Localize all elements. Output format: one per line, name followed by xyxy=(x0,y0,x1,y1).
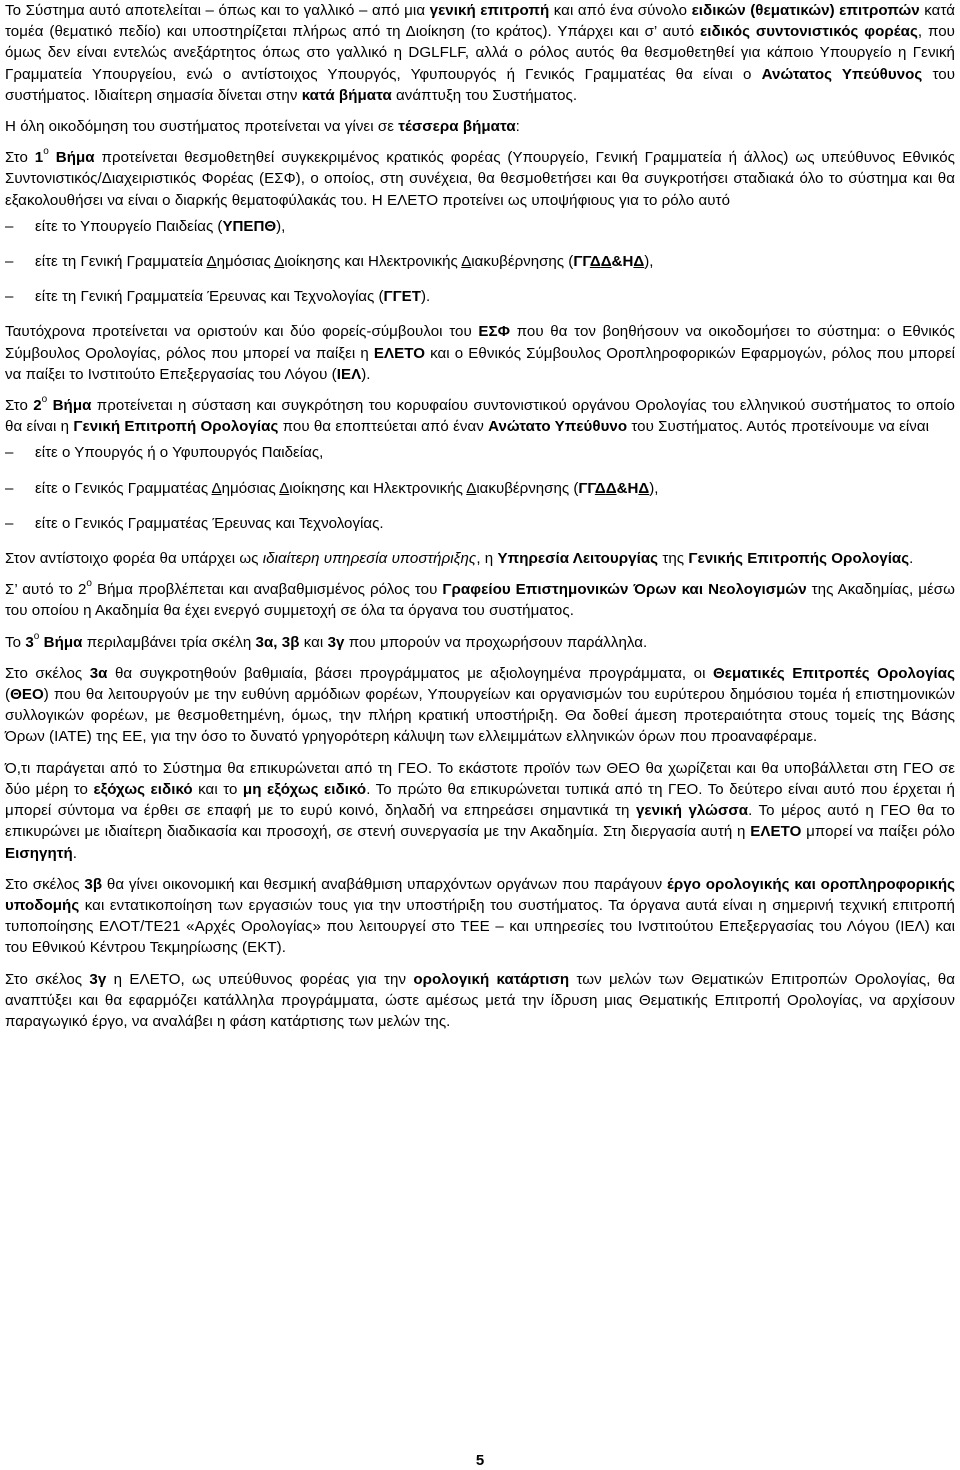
text-run: Σ’ αυτό το 2 xyxy=(5,581,87,599)
text-run: 3 xyxy=(25,633,34,651)
text-run: Στο xyxy=(5,397,34,415)
text-run: 3γ xyxy=(89,970,107,988)
text-run: ιοίκησης και Ηλεκτρονικής xyxy=(284,253,462,271)
text-run: ειδικός συντονιστικός φορέας xyxy=(700,23,918,41)
text-run: ΓΓΕΤ xyxy=(383,288,421,306)
dash-bullet-icon: – xyxy=(5,288,14,306)
text-run: Ταυτόχρονα προτείνεται να οριστούν και δύο φορείς-σύμβουλοι του xyxy=(5,323,479,341)
text-run: ιακυβέρνησης ( xyxy=(476,479,579,497)
paragraph-four-steps xyxy=(5,116,955,137)
text-run: ), xyxy=(276,217,286,235)
text-run: : xyxy=(515,118,520,136)
text-run: γενική γλώσσα xyxy=(635,802,749,820)
list-item-text xyxy=(35,216,955,237)
text-run: Η όλη οικοδόμηση του συστήματος προτείνεται να γίνει σε xyxy=(5,118,399,136)
text-run: Θεματικές Επιτροπές Ορολογίας xyxy=(712,664,955,682)
dash-bullet-icon: – xyxy=(5,514,14,532)
text-run: η ΕΛΕΤΟ, ως υπεύθυνος φορέας για την xyxy=(106,970,414,988)
dash-bullet-icon: – xyxy=(5,253,14,271)
text-run: έργο ορολογικής και οροπληροφορικής υποδομής xyxy=(5,875,955,914)
text-run: ΕΣΦ xyxy=(478,323,511,341)
text-run: 1 xyxy=(34,149,44,167)
text-run: είτε τη Γενική Γραμματεία Έρευνας και Τεχνολογίας ( xyxy=(35,288,384,306)
text-run: Ό,τι παράγεται από το Σύστημα θα επικυρώνεται από τη ΓΕΟ. Το εκάστοτε προϊόν των ΘΕΟ θα χωρίζεται και θα υποβάλλεται στη ΓΕΟ σε δύο μέρη το xyxy=(5,759,955,798)
text-run: κατά τομέα (θεματικό πεδίο) και υποστηρίζεται πλήρως από τη Διοίκηση (το κράτος). Υπάρχει και σ’ αυτό xyxy=(5,2,956,41)
text-run: γενική επιτροπή xyxy=(429,2,550,19)
text-run: Στο σκέλος xyxy=(5,875,85,893)
text-run: 3β xyxy=(84,875,103,893)
text-run: Δ xyxy=(466,479,477,497)
text-run: ανάπτυξη του Συστήματος. xyxy=(391,86,578,104)
text-run: ο xyxy=(86,578,93,590)
document-body xyxy=(5,0,955,1042)
list-item-text xyxy=(35,442,955,463)
text-run: Υπηρεσία Λειτουργίας xyxy=(497,550,659,568)
text-run: Βήμα προβλέπεται και αναβαθμισμένος ρόλος του xyxy=(92,581,443,599)
text-run: ιδιαίτερη υπηρεσία υποστήριξης xyxy=(262,550,477,568)
text-run: των μελών των Θεματικών Επιτροπών Ορολογίας, θα αναπτύξει και θα εφαρμόζει κατάλληλα προγράμματα, ώστε αμέσως μετά την ίδρυση μιας Θεματικής Επιτροπή Ορολογίας, να αρχίσουν παραγωγικό έργο, να αναλάβει η φάση κατάρτισης των μελών της. xyxy=(5,970,955,1030)
text-run: ), xyxy=(649,479,659,497)
paragraph-academy-office xyxy=(5,579,955,621)
page-number: 5 xyxy=(475,1452,485,1469)
dash-bullet-icon: – xyxy=(5,444,14,462)
text-run: &Η xyxy=(611,253,634,271)
text-run: Στο σκέλος xyxy=(5,664,90,682)
paragraph-branch-3a xyxy=(5,663,955,748)
text-run: , που όμως δεν είναι εντελώς ανεξάρτητος όπως στο γαλλικό η DGLFLF, αλλά ο ρόλος αυτός θα θεσμοθετηθεί για κάποιο Υπουργείο η Γενική Γραμματεία Υπουργείου, ενώ ο αντίστοιχος Υπουργός, Υφυπουργός ή Γενικός Γραμματέας θα είναι ο xyxy=(5,23,955,83)
text-run: ημόσιας xyxy=(221,479,280,497)
paragraph-branch-3b xyxy=(5,874,955,959)
text-run: 3α xyxy=(89,664,108,682)
text-run: Ανώτατος Υπεύθυνος xyxy=(761,65,923,83)
paragraph-step-3 xyxy=(5,632,955,653)
text-run: τέσσερα βήματα xyxy=(398,118,516,136)
text-run: μπορεί να παίξει ρόλο xyxy=(801,823,955,841)
text-run: που θα τον βοηθήσουν να οικοδομήσει το σύστημα: ο Εθνικός Σύμβουλος Ορολογίας, ρόλος που μπορεί να παίξει η xyxy=(5,323,955,362)
text-run: του συστήματος. Ιδιαίτερη σημασία δίνεται στην xyxy=(5,65,955,104)
text-run: Δ xyxy=(461,253,472,271)
text-run: ΙΕΛ xyxy=(336,365,362,383)
text-run: ο xyxy=(41,394,48,406)
paragraph-validation xyxy=(5,758,955,864)
text-run: είτε ο Γενικός Γραμματέας xyxy=(35,479,212,497)
text-run: Στο xyxy=(5,149,35,167)
list-item-text xyxy=(35,286,955,307)
text-run: και ο Εθνικός Σύμβουλος Οροπληροφορικών Εφαρμογών, ρόλος που μπορεί να παίξει το Ινστιτούτο Επεξεργασίας του Λόγου ( xyxy=(5,344,955,383)
text-run: Δ xyxy=(279,479,290,497)
text-run: ΘΕΟ xyxy=(10,686,44,704)
text-run: ) που θα λειτουργούν με την ευθύνη αρμόδιων φορέων, Υπουργείων και οργανισμών του ευρύτερου δημόσιου τομέα ή επιστημονικών συλλογικών φορέων, με θεσμοθετημένη, όμως, την πλήρη κρατική υποστήριξη. Θα δοθεί άμεση προτεραιότητα στους τομείς της Βάσης Όρων (ΙΑΤΕ) της ΕΕ, για την όσο το δυνατό γρηγορότερη κάλυψη των ελλειμμάτων ελληνικών όρων που προαναφέραμε. xyxy=(5,686,955,746)
list-item-ministry-of-education xyxy=(5,216,955,237)
text-run: εξόχως ειδικό xyxy=(93,780,193,798)
text-run: κατά βήματα xyxy=(301,86,392,104)
text-run: μη εξόχως ειδικό xyxy=(242,780,367,798)
paragraph-branch-3c xyxy=(5,969,955,1033)
list-item-text xyxy=(35,513,955,534)
text-run: ΕΛΕΤΟ xyxy=(750,823,802,841)
text-run: Βήμα xyxy=(39,633,83,651)
list-item-text xyxy=(35,478,955,499)
text-run: ο xyxy=(43,146,49,158)
text-run: και από ένα σύνολο xyxy=(549,2,692,19)
text-run: της xyxy=(658,550,689,568)
paragraph-step-2 xyxy=(5,395,955,437)
paragraph-intro-system xyxy=(5,0,955,106)
text-run: ΓΓ xyxy=(573,253,590,271)
list-item-minister-of-education xyxy=(5,442,955,463)
text-run: ειδικών (θεματικών) επιτροπών xyxy=(691,2,920,19)
text-run: και εντατικοποίηση των εργασιών τους για την υποστήριξη του συστήματος. Τα όργανα αυτά είναι η σημερινή τεχνική επιτροπή τυποποίησης ΕΛΟΤ/ΤΕ21 «Αρχές Ορολογίας» που λειτουργεί στο ΤΕΕ – και υπηρεσίες του Ινστιτούτου Επεξεργασίας του Λόγου (ΙΕΛ) και του Εθνικού Κέντρου Τεκμηρίωσης (ΕΚΤ). xyxy=(5,896,955,957)
text-run: ΓΓ xyxy=(578,479,595,497)
text-run: Γραφείου Επιστημονικών Όρων και Νεολογισμών xyxy=(442,581,807,599)
paragraph-advisory-bodies xyxy=(5,321,955,385)
text-run: 3α, 3β xyxy=(255,633,300,651)
text-run: &Η xyxy=(616,479,639,497)
text-run: είτε ο Γενικός Γραμματέας Έρευνας και Τεχνολογίας. xyxy=(35,514,384,532)
text-run: ορολογική κατάρτιση xyxy=(413,970,570,988)
text-run: ( xyxy=(5,686,11,704)
text-run: Βήμα xyxy=(47,397,92,415)
text-run: θα συγκροτηθούν βαθμιαία, βάσει προγράμματος με αξιολογημένα προγράμματα, οι xyxy=(107,664,713,682)
text-run: Δ xyxy=(638,479,650,497)
text-run: είτε τη Γενική Γραμματεία xyxy=(35,253,207,271)
text-run: . xyxy=(72,844,78,862)
text-run: Δ xyxy=(594,479,606,497)
text-run: . Το μέρος αυτό η ΓΕΟ θα το επικυρώνει με ιδιαίτερη διαδικασία και προσοχή, σε στενή συνεργασία με την Ακαδημία. Στη διεργασία αυτή η xyxy=(5,802,955,841)
text-run: Δ xyxy=(589,253,601,271)
text-run: Γενικής Επιτροπής Ορολογίας xyxy=(688,550,910,568)
text-run: ). xyxy=(361,365,371,383)
text-run: ημόσιας xyxy=(216,253,275,271)
text-run: Εισηγητή xyxy=(5,844,73,862)
text-run: προτείνεται θεσμοθετηθεί συγκεκριμένος κρατικός φορέας (Υπουργείο, Γενική Γραμματεία ή άλλος) ως υπεύθυνος Εθνικός Συντονιστικός/Διαχειριστικός Φορέας (ΕΣΦ), ο οποίος, στη συνέχεια, θα θεσμοθετήσει και θα συγκροτήσει σταδιακά όλο το σύστημα και θα εξακολουθήσει να είναι ο διαρκής θεματοφύλακάς του. Η ΕΛΕΤΟ προτείνει ως υποψήφιους για το ρόλο αυτό xyxy=(5,149,955,209)
text-run: περιλαμβάνει τρία σκέλη xyxy=(82,633,256,651)
text-run: , η xyxy=(476,550,498,568)
text-run: 2 xyxy=(33,397,42,415)
text-run: ΥΠΕΠΘ xyxy=(222,217,277,235)
text-run: Δ xyxy=(211,479,222,497)
dash-bullet-icon: – xyxy=(5,217,14,235)
text-run: του Συστήματος. Αυτός προτείνουμε να είναι xyxy=(627,418,930,436)
text-run: και xyxy=(299,633,328,651)
text-run: ). xyxy=(420,288,431,306)
text-run: Γενική Επιτροπή Ορολογίας xyxy=(73,418,279,436)
list-item-gen-secretariat-research xyxy=(5,286,955,307)
text-run: ιοίκησης και Ηλεκτρονικής xyxy=(289,479,467,497)
text-run: είτε ο Υπουργός ή ο Υφυπουργός Παιδείας, xyxy=(35,444,324,462)
text-run: Βήμα xyxy=(48,149,95,167)
text-run: . xyxy=(909,550,914,568)
paragraph-support-service xyxy=(5,548,955,569)
list-item-secretary-general-public-admin xyxy=(5,478,955,499)
text-run: Το Σύστημα αυτό αποτελείται – όπως και το γαλλικό – από μια xyxy=(5,2,430,19)
text-run: προτείνεται η σύσταση και συγκρότηση του κορυφαίου συντονιστικού οργάνου Ορολογίας του ελληνικού συστήματος το οποίο θα είναι η xyxy=(5,397,955,436)
dash-bullet-icon: – xyxy=(5,479,14,497)
text-run: που μπορούν να προχωρήσουν παράλληλα. xyxy=(344,633,648,651)
text-run: Δ xyxy=(605,479,617,497)
text-run: είτε το Υπουργείο Παιδείας ( xyxy=(35,217,223,235)
paragraph-step-1 xyxy=(5,147,955,211)
list-item-gen-secretariat-public-admin xyxy=(5,251,955,272)
text-run: θα γίνει οικονομική και θεσμική αναβάθμιση υπαρχόντων οργάνων που παράγουν xyxy=(102,875,667,893)
text-run: ΕΛΕΤΟ xyxy=(373,344,426,362)
list-item-text xyxy=(35,251,955,272)
text-run: 3γ xyxy=(327,633,345,651)
list-item-secretary-general-research xyxy=(5,513,955,534)
text-run: Δ xyxy=(633,253,645,271)
text-run: ο xyxy=(33,630,40,642)
text-run: ), xyxy=(644,253,654,271)
text-run: της Ακαδημίας, μέσω του οποίου η Ακαδημία θα έχει ενεργό συμμετοχή σε όλα τα όργανα του συστήματος. xyxy=(5,581,955,620)
text-run: Στον αντίστοιχο φορέα θα υπάρχει ως xyxy=(5,550,263,568)
text-run: Δ xyxy=(600,253,612,271)
text-run: και το xyxy=(192,780,243,798)
text-run: Στο σκέλος xyxy=(5,970,90,988)
text-run: . Το πρώτο θα επικυρώνεται τυπικά από τη ΓΕΟ. Το δεύτερο είναι αυτό που έρχεται ή μπορεί σύντομα να έρθει σε επαφή με το ευρύ κοινό, δηλαδή να επηρεάσει σημαντικά τη xyxy=(5,780,955,820)
text-run: ιακυβέρνησης ( xyxy=(471,253,574,271)
text-run: Δ xyxy=(274,253,285,271)
text-run: που θα εποπτεύεται από έναν xyxy=(278,418,489,436)
text-run: Ανώτατο Υπεύθυνο xyxy=(488,418,628,436)
text-run: Δ xyxy=(206,253,217,271)
text-run: Το xyxy=(5,633,26,651)
